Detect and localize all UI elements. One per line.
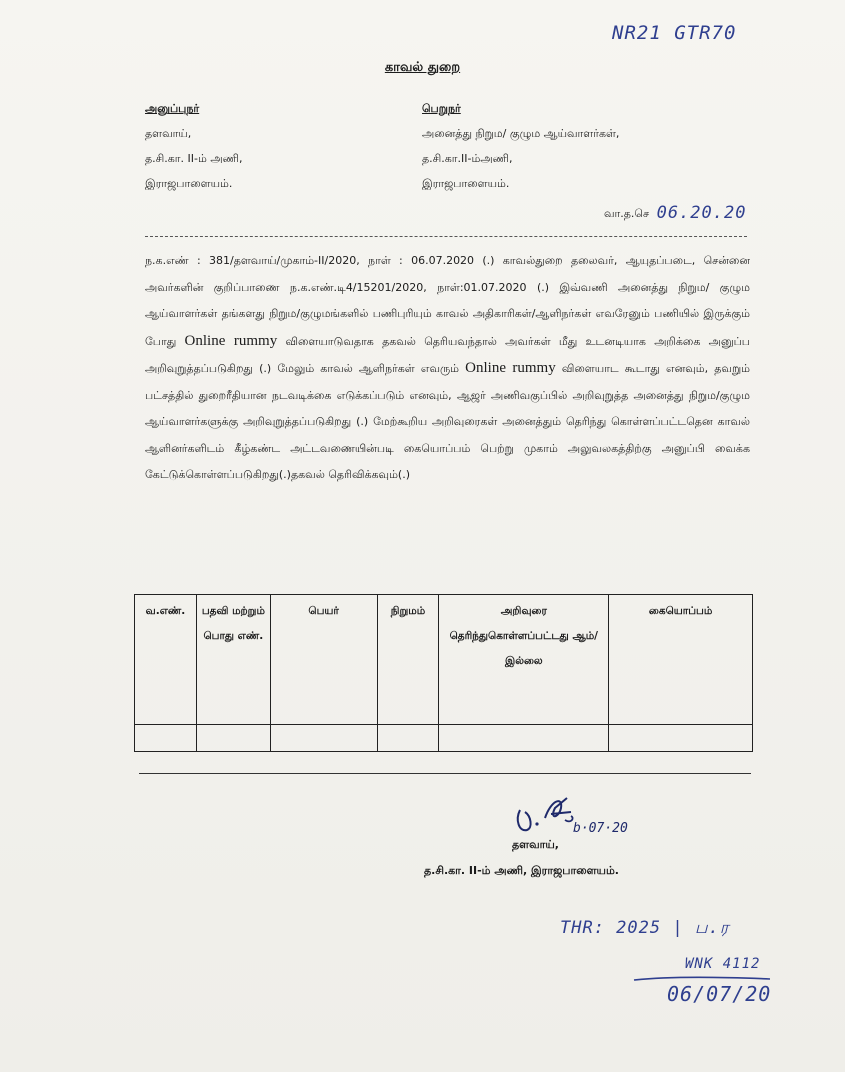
signature-designation: தளவாய், xyxy=(512,838,559,851)
receiver-line: த.சி.கா.II-ம்அணி, xyxy=(422,152,513,165)
column-header-advice: அறிவுரை தெரிந்துகொள்ளப்பட்டது ஆம்/இல்லை xyxy=(439,595,609,725)
table-row xyxy=(135,725,753,752)
table-cell xyxy=(135,725,197,752)
body-part-2: விளையாடுவதாக தகவல் தெரியவந்தால் அவர்கள் மீது உடனடியாக அறிக்கை அனுப்ப அறிவுறுத்தப்படுகிறது (.) மேலும் காவல் ஆளிநர்கள் எவரும் xyxy=(145,334,750,375)
handwritten-line-1: THR: 2025 | ப.ர xyxy=(560,918,730,938)
signature-office: த.சி.கா. II-ம் அணி, இராஜபாளையம். xyxy=(424,864,619,877)
table-cell xyxy=(270,725,377,752)
signature-separator xyxy=(139,773,751,774)
memo-body xyxy=(145,248,750,489)
acknowledgement-table xyxy=(134,594,753,752)
svg-text:b·07·20: b·07·20 xyxy=(573,821,628,836)
reference-value: 06.20.20 xyxy=(656,203,747,223)
body-english-term-2: Online rummy xyxy=(465,360,556,376)
receiver-line: இராஜபாளையம். xyxy=(422,177,510,190)
table-cell xyxy=(196,725,270,752)
handwritten-line-2: WNK 4112 xyxy=(685,956,761,972)
table-header-row xyxy=(135,595,753,725)
body-english-term-1: Online rummy xyxy=(184,332,278,349)
body-part-3: விளையாட கூடாது எனவும், தவறும் பட்சத்தில் துறைரீதியான நடவடிக்கை எடுக்கப்படும் எனவும், ஆஜர் அணிவகுப்பில் அறிவுறுத்த அனைத்து நிறும/குழும ஆய்வாளர்களுக்கு அறிவுறுத்தப்படுகிறது (.) மேற்கூறிய அறிவுரைகள் அனைத்தும் தெரிந்து கொள்ளப்பட்டதென காவல் ஆளினர்களிடம் கீழ்கண்ட அட்டவணையின்படி கையொப்பம் பெற்று முகாம் அலுவலகத்திற்கு அனுப்பி வைக்க கேட்டுக்கொள்ளப்படுகிறது(.)தகவல் தெரிவிக்கவும்(.) xyxy=(145,362,750,481)
reference-label: வா.த.செ xyxy=(604,207,650,220)
receiver-block xyxy=(422,96,619,196)
top-handwritten-note: NR21 GTR70 xyxy=(612,22,737,44)
body-part-1: ந.க.எண் : 381/தளவாய்/முகாம்-II/2020, நாள் : 06.07.2020 (.) காவல்துறை தலைவர், ஆயுதப்படை, சென்னை அவர்களின் குறிப்பாணை ந.க.எண்.டி4/15201/2020, நாள்:01.07.2020 (.) இவ்வணி அனைத்து நிறும/ குழும ஆய்வாளர்கள் தங்களது நிறும/குழுமங்களில் பணிபுரியும் காவல் அதிகாரிகள்/ஆளிநர்கள் எவரேனும் பணியில் இருக்கும் போது xyxy=(145,254,750,348)
column-header-name: பெயர் xyxy=(270,595,377,725)
receiver-heading: பெறுநர் xyxy=(422,102,461,115)
receiver-line: அனைத்து நிறும/ குழும ஆய்வாளர்கள், xyxy=(422,127,620,140)
dashed-divider xyxy=(145,236,747,237)
table-cell xyxy=(609,725,753,752)
column-header-serial: வ.எண். xyxy=(135,595,197,725)
sender-line: த.சி.கா. II-ம் அணி, xyxy=(145,152,243,165)
sender-line: தளவாய், xyxy=(145,127,192,140)
sender-line: இராஜபாளையம். xyxy=(145,177,233,190)
handwritten-line-3: 06/07/20 xyxy=(667,982,772,1006)
reference-line xyxy=(604,202,747,223)
signature-scribble xyxy=(505,790,655,840)
table-cell xyxy=(377,725,439,752)
sender-heading: அனுப்புநர் xyxy=(145,102,200,115)
sender-block xyxy=(145,96,242,196)
column-header-company: நிறுமம் xyxy=(377,595,439,725)
column-header-post: பதவி மற்றும் பொது எண். xyxy=(196,595,270,725)
table-cell xyxy=(439,725,609,752)
document-title: காவல் துறை xyxy=(384,60,461,75)
column-header-signature: கையொப்பம் xyxy=(609,595,753,725)
